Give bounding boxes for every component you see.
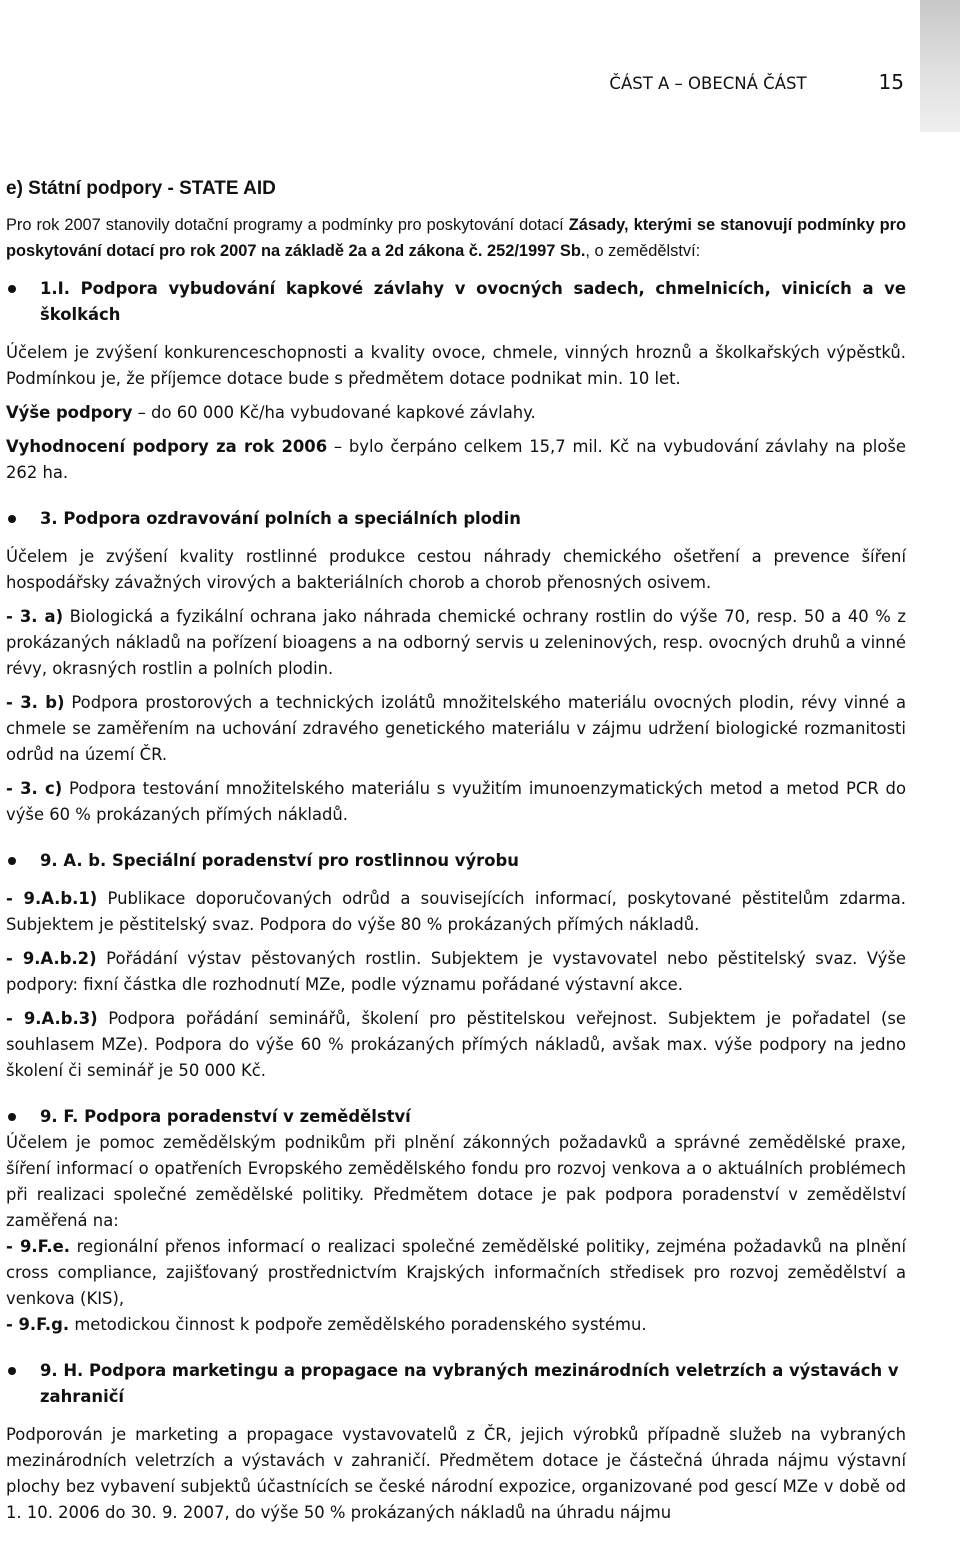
intro-paragraph: [6, 212, 906, 264]
subsection-1i-heading: [6, 276, 906, 328]
subsection-3b: [6, 690, 906, 768]
intro-regulation: Zásady, kterými se stanovují podmínky pro poskytování dotací pro rok 2007 na základě 2a a 2d zákona č. 252/1997 Sb.: [6, 216, 906, 260]
subsection-9f-heading: [6, 1104, 906, 1130]
subsection-number: 9. H.: [40, 1361, 84, 1380]
subsection-9fg: [6, 1312, 906, 1338]
subsection-number: 9. A. b.: [40, 851, 107, 870]
subsection-number: 1.I.: [40, 279, 70, 298]
item-label: - 3. a): [6, 607, 64, 626]
item-text: Podpora testování množitelského materiálu s využitím imunoenzymatických metod a metod PCR do výše 60 % prokázaných přímých nákladů.: [6, 779, 906, 824]
subsection-9fe: [6, 1234, 906, 1312]
subsection-title: Speciální poradenství pro rostlinnou výrobu: [111, 851, 519, 870]
page-corner-shade: [920, 0, 960, 132]
item-text: regionální přenos informací o realizaci společné zemědělské politiky, zejména požadavků na plnění cross compliance, zajišťovaný prostřednictvím Krajských informačních středisek pro rozvoj zemědělství a venkova (KIS),: [6, 1237, 906, 1308]
subsection-3c: [6, 776, 906, 828]
subsection-9f-purpose: Účelem je pomoc zemědělským podnikům při plnění zákonných požadavků a správné zemědělské praxe, šíření informací o opatřeních Evropského zemědělského fondu pro rozvoj venkova a o aktuálních problémech při realizaci společné zemědělské politiky. Předmětem dotace je pak podpora poradenství v zemědělství zaměřená na:: [6, 1133, 906, 1230]
section-heading: e) Státní podpory - STATE AID: [6, 178, 276, 199]
subsection-title: Podpora poradenství v zemědělství: [84, 1107, 411, 1126]
bullet-icon: [8, 285, 16, 293]
item-text: Pořádání výstav pěstovaných rostlin. Subjektem je vystavovatel nebo pěstitelský svaz. Výše podpory: fixní částka dle rozhodnutí MZe, podle významu pořádané výstavní akce.: [6, 949, 906, 994]
subsection-9ab-heading: [6, 848, 906, 874]
amount-text: – do 60 000 Kč/ha vybudované kapkové závlahy.: [132, 403, 536, 422]
subsection-3a: [6, 604, 906, 682]
subsection-1i-amount: [6, 400, 906, 426]
bullet-icon: [8, 1113, 16, 1121]
subsection-title: Podpora vybudování kapkové závlahy v ovocných sadech, chmelnicích, vinicích a ve školkách: [40, 279, 906, 324]
document-body: [6, 176, 906, 1526]
amount-label: Výše podpory: [6, 403, 133, 422]
subsection-1i-evaluation: [6, 434, 906, 486]
item-text: metodickou činnost k podpoře zemědělského poradenského systému.: [69, 1315, 647, 1334]
item-label: - 9.A.b.2): [6, 949, 97, 968]
subsection-3-heading: [6, 506, 906, 532]
running-header: [609, 70, 904, 94]
subsection-number: 9. F.: [40, 1107, 79, 1126]
evaluation-text: – bylo čerpáno celkem 15,7 mil. Kč na vybudování závlahy na ploše 262 ha.: [6, 437, 906, 482]
evaluation-label: Vyhodnocení podpory za rok 2006: [6, 437, 328, 456]
subsection-number: 3.: [40, 509, 58, 528]
item-label: - 9.A.b.1): [6, 889, 98, 908]
item-label: - 9.F.g.: [6, 1315, 70, 1334]
subsection-9h-text: Podporován je marketing a propagace vystavovatelů z ČR, jejich výrobků případně služeb na vybraných mezinárodních veletrzích a výstavách v zahraničí. Předmětem dotace je částečná úhrada nájmu výstavní plochy bez vybavení subjektů účastnících se české národní expozice, organizované pod gescí MZe v době od 1. 10. 2006 do 30. 9. 2007, do výše 50 % prokázaných nákladů na úhradu nájmu: [6, 1425, 906, 1522]
subsection-title: Podpora ozdravování polních a speciálních plodin: [63, 509, 521, 528]
subsection-9h-heading: [6, 1358, 906, 1410]
subsection-9ab1: [6, 886, 906, 938]
bullet-icon: [8, 1367, 16, 1375]
subsection-title: Podpora marketingu a propagace na vybraných mezinárodních veletrzích a výstavách v zahraničí: [40, 1361, 899, 1406]
item-label: - 9.A.b.3): [6, 1009, 98, 1028]
bullet-icon: [8, 515, 16, 523]
subsection-9ab2: [6, 946, 906, 998]
subsection-3-purpose: Účelem je zvýšení kvality rostlinné produkce cestou náhrady chemického ošetření a prevence šíření hospodářsky závažných virových a bakteriálních chorob a chorob přenosných osivem.: [6, 547, 906, 592]
intro-lead: Pro rok 2007 stanovily dotační programy a podmínky pro poskytování dotací: [6, 216, 569, 234]
subsection-1i-purpose: Účelem je zvýšení konkurenceschopnosti a kvality ovoce, chmele, vinných hroznů a školkařských výpěstků. Podmínkou je, že příjemce dotace bude s předmětem dotace podnikat min. 10 let.: [6, 343, 906, 388]
item-text: Podpora pořádání seminářů, školení pro pěstitelskou veřejnost. Subjektem je pořadatel (se souhlasem MZe). Podpora do výše 60 % prokázaných přímých nákladů, avšak max. výše podpory na jedno školení či seminář je 50 000 Kč.: [6, 1009, 906, 1080]
item-label: - 3. c): [6, 779, 63, 798]
item-text: Publikace doporučovaných odrůd a souvisejících informací, poskytované pěstitelům zdarma. Subjektem je pěstitelský svaz. Podpora do výše 80 % prokázaných přímých nákladů.: [6, 889, 906, 934]
subsection-9ab3: [6, 1006, 906, 1084]
bullet-icon: [8, 857, 16, 865]
page-number: 15: [878, 70, 904, 94]
item-label: - 9.F.e.: [6, 1237, 70, 1256]
item-text: Podpora prostorových a technických izolátů množitelského materiálu ovocných plodin, révy vinné a chmele se zaměřením na uchování zdravého genetického materiálu v zájmu udržení biologické rozmanitosti odrůd na území ČR.: [6, 693, 906, 764]
header-part-title: ČÁST A – OBECNÁ ČÁST: [609, 74, 807, 93]
item-text: Biologická a fyzikální ochrana jako náhrada chemické ochrany rostlin do výše 70, resp. 50 a 40 % z prokázaných nákladů na pořízení bioagens a na odborný servis u zeleninových, resp. ovocných druhů a vinné révy, okrasných rostlin a polních plodin.: [6, 607, 906, 678]
item-label: - 3. b): [6, 693, 65, 712]
intro-tail: , o zemědělství:: [585, 242, 701, 260]
